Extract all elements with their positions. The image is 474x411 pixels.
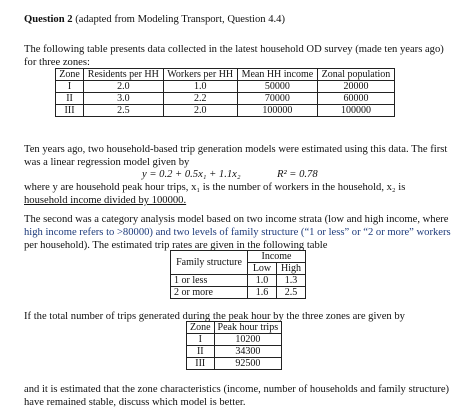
table-cell: II <box>56 93 84 105</box>
models-line-2: was a linear regression model given by <box>24 157 190 168</box>
table-cell: 92500 <box>214 358 282 370</box>
intro-line-2: for three zones: <box>24 57 90 68</box>
table-row <box>187 346 282 358</box>
table-cell: 20000 <box>317 81 394 93</box>
table-cell: 1.0 <box>163 81 237 93</box>
question-number: Question 2 <box>24 14 73 25</box>
rates-col-high: High <box>277 263 306 275</box>
table-row <box>171 275 306 287</box>
table-cell: 50000 <box>237 81 317 93</box>
table-row <box>171 287 306 299</box>
table-cell: 2 or more <box>171 287 248 299</box>
category-line-1: The second was a category analysis model based on two income strata (low and high income, where <box>24 214 449 225</box>
trip-rates-table <box>170 250 306 299</box>
question-source: (adapted from Modeling Transport, Question 4.4) <box>72 14 286 25</box>
table-row <box>187 334 282 346</box>
zones-header-workers: Workers per HH <box>163 69 237 81</box>
category-line-3: per household). The estimated trip rates are given in the following table <box>24 240 328 251</box>
peak-trips-table <box>186 321 282 370</box>
rates-group-header: Income <box>248 251 306 263</box>
table-cell: 2.0 <box>163 105 237 117</box>
intro-line-1: The following table presents data collected in the latest household OD survey (made ten years ago) <box>24 44 444 55</box>
table-cell: III <box>187 358 215 370</box>
r-squared: R² = 0.78 <box>277 169 318 180</box>
table-cell: II <box>187 346 215 358</box>
question-heading <box>24 13 285 26</box>
regression-equation: y = 0.2 + 0.5x₁ + 1.1x₂ <box>142 169 241 180</box>
table-cell: III <box>56 105 84 117</box>
rates-row-header: Family structure <box>171 251 248 275</box>
table-cell: 3.0 <box>84 93 164 105</box>
models-line-3: where y are household peak hour trips, x₁ is the number of workers in the household, x₂ is <box>24 182 406 193</box>
table-cell: I <box>187 334 215 346</box>
table-cell: 60000 <box>317 93 394 105</box>
models-line-4: household income divided by 100000. <box>24 195 187 206</box>
table-cell: 10200 <box>214 334 282 346</box>
table-cell: 2.5 <box>277 287 306 299</box>
trips-header-trips: Peak hour trips <box>214 322 282 334</box>
table-cell: 34300 <box>214 346 282 358</box>
closing-line-2: have remained stable, discuss which model is better. <box>24 397 246 408</box>
table-cell: 70000 <box>237 93 317 105</box>
zones-header-residents: Residents per HH <box>84 69 164 81</box>
table-row <box>56 81 395 93</box>
trips-line-1: If the total number of trips generated during the peak hour by the three zones are given by <box>24 311 405 322</box>
trips-header-zone: Zone <box>187 322 215 334</box>
models-line-1: Ten years ago, two household-based trip generation models were estimated using this data. The first <box>24 144 448 155</box>
zones-table-header-row <box>56 69 395 81</box>
table-cell: 100000 <box>317 105 394 117</box>
table-row <box>56 105 395 117</box>
rates-col-low: Low <box>248 263 277 275</box>
trips-header-row <box>187 322 282 334</box>
table-cell: 2.5 <box>84 105 164 117</box>
table-cell: 2.2 <box>163 93 237 105</box>
closing-line-1: and it is estimated that the zone characteristics (income, number of households and family structure) <box>24 384 450 395</box>
table-cell: 100000 <box>237 105 317 117</box>
zones-header-population: Zonal population <box>317 69 394 81</box>
table-cell: 1.0 <box>248 275 277 287</box>
table-cell: 1 or less <box>171 275 248 287</box>
table-cell: 2.0 <box>84 81 164 93</box>
table-row <box>56 93 395 105</box>
zones-table <box>55 68 395 117</box>
table-row <box>187 358 282 370</box>
zones-header-income: Mean HH income <box>237 69 317 81</box>
table-cell: 1.3 <box>277 275 306 287</box>
table-cell: 1.6 <box>248 287 277 299</box>
category-line-2: high income refers to >80000) and two levels of family structure (“1 or less” or “2 or more” workers <box>24 227 451 238</box>
zones-header-zone: Zone <box>56 69 84 81</box>
table-cell: I <box>56 81 84 93</box>
rates-header-row <box>171 251 306 263</box>
